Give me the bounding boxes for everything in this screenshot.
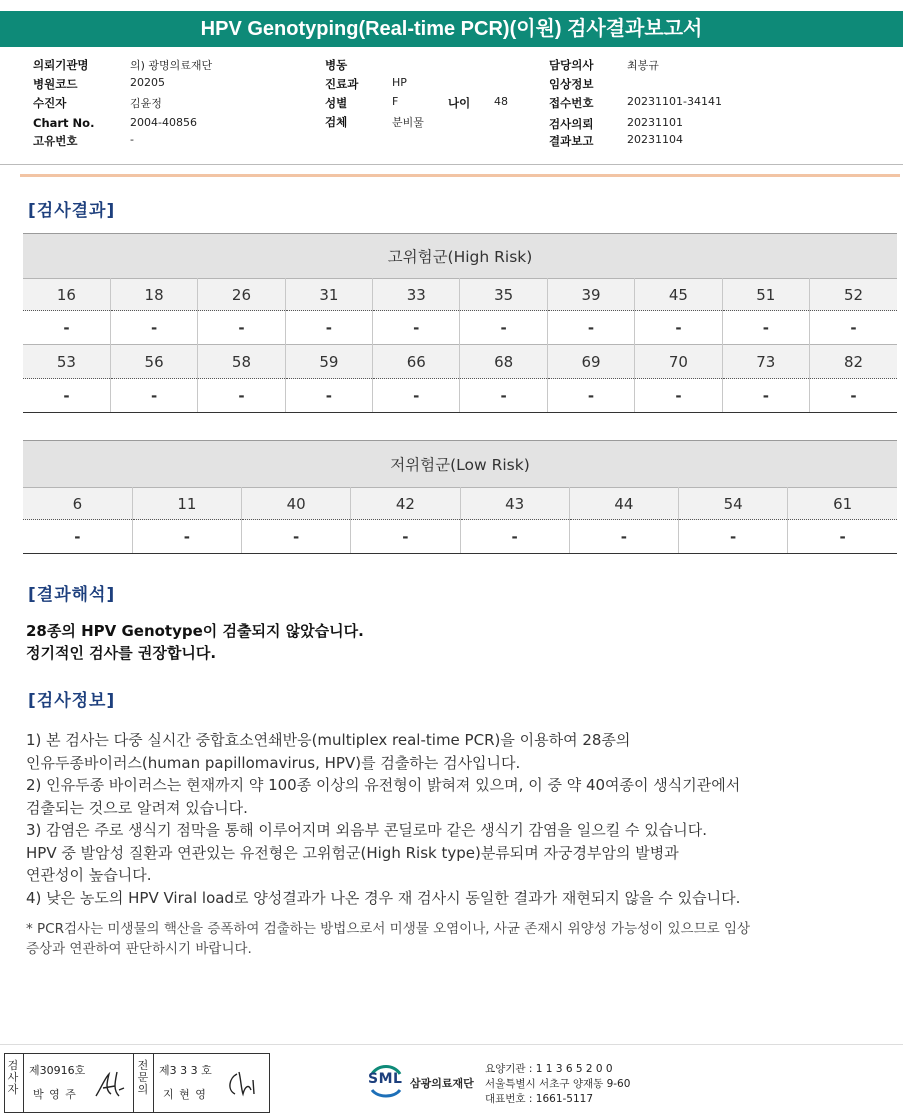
genotype-cell: 40 xyxy=(242,488,351,520)
genotype-cell: 58 xyxy=(198,345,285,379)
result-cell: - xyxy=(198,311,285,345)
info-value-patient: 김윤정 xyxy=(130,97,162,110)
result-cell: - xyxy=(460,379,547,413)
result-cell: - xyxy=(110,311,197,345)
genotype-cell: 26 xyxy=(198,279,285,311)
info-value-doctor: 최봉규 xyxy=(627,59,659,72)
footnote xyxy=(26,919,886,959)
divider xyxy=(133,1054,134,1112)
patient-info-panel xyxy=(0,47,903,165)
test-info-line: 인유두종바이러스(human papillomavirus, HPV)를 검출하는 검사입니다. xyxy=(26,753,521,772)
examiner-signature xyxy=(93,1068,127,1102)
info-value-request-date: 20231101 xyxy=(627,116,683,129)
info-label-clinical-info: 임상정보 xyxy=(549,77,594,91)
genotype-cell: 53 xyxy=(23,345,110,379)
report-title: HPV Genotyping(Real-time PCR)(이원) 검사결과보고서 xyxy=(0,11,903,47)
result-cell: - xyxy=(351,520,460,554)
info-label-age: 나이 xyxy=(448,96,471,110)
genotype-cell: 11 xyxy=(132,488,241,520)
org-address: 서울특별시 서초구 양재동 9-60 xyxy=(485,1078,631,1090)
test-info-line: 3) 감염은 주로 생식기 점막을 통해 이루어지며 외음부 콘딜로마 같은 생식기 감염을 일으킬 수 있습니다. xyxy=(26,821,708,839)
consultant-name: 지 현 영 xyxy=(163,1088,207,1101)
result-cell: - xyxy=(132,520,241,554)
result-cell: - xyxy=(198,379,285,413)
result-cell: - xyxy=(373,379,460,413)
footnote-line: 증상과 연관하여 판단하시기 바랍니다. xyxy=(26,941,252,957)
result-cell: - xyxy=(23,520,132,554)
high-risk-title: 고위험군(High Risk) xyxy=(23,234,897,279)
result-cell: - xyxy=(679,520,788,554)
genotype-cell: 16 xyxy=(23,279,110,311)
info-label-unique-no: 고유번호 xyxy=(33,134,78,148)
info-label-ward: 병동 xyxy=(325,58,348,72)
info-value-chart-no: 2004-40856 xyxy=(130,116,197,129)
info-label-sex: 성별 xyxy=(325,96,348,110)
consultant-label: 전문의 xyxy=(137,1059,149,1096)
result-cell: - xyxy=(722,311,809,345)
interpretation-section-title: [결과해석] xyxy=(28,585,116,605)
low-risk-title: 저위험군(Low Risk) xyxy=(23,441,897,488)
genotype-cell: 54 xyxy=(679,488,788,520)
test-info-list xyxy=(26,729,886,909)
results-section-title: [검사결과] xyxy=(28,201,116,221)
info-value-age: 48 xyxy=(494,95,508,108)
info-label-institution: 의뢰기관명 xyxy=(33,58,89,72)
result-cell: - xyxy=(460,520,569,554)
info-label-department: 진료과 xyxy=(325,77,359,91)
test-info-line: 검출되는 것으로 알려져 있습니다. xyxy=(26,798,248,817)
result-cell: - xyxy=(547,379,634,413)
result-cell: - xyxy=(110,379,197,413)
genotype-cell: 70 xyxy=(635,345,722,379)
test-info-line: HPV 중 발암성 질환과 연관있는 유전형은 고위험군(High Risk type)분류되며 자궁경부암의 발병과 xyxy=(26,843,679,862)
interpretation-text xyxy=(26,620,364,664)
signature-box xyxy=(4,1053,270,1113)
info-label-doctor: 담당의사 xyxy=(549,58,594,72)
low-risk-table xyxy=(23,440,897,554)
info-value-receipt-no: 20231101-34141 xyxy=(627,95,722,108)
interpretation-line: 정기적인 검사를 권장합니다. xyxy=(26,644,217,662)
genotype-cell: 31 xyxy=(285,279,372,311)
result-cell: - xyxy=(788,520,897,554)
result-cell: - xyxy=(810,379,897,413)
genotype-cell: 45 xyxy=(635,279,722,311)
examiner-name: 박 영 주 xyxy=(33,1088,77,1101)
result-cell: - xyxy=(635,311,722,345)
footnote-line: * PCR검사는 미생물의 핵산을 증폭하여 검출하는 방법으로서 미생물 오염이나, 사균 존재시 위양성 가능성이 있으므로 임상 xyxy=(26,921,751,937)
info-label-specimen: 검체 xyxy=(325,115,348,129)
high-risk-table xyxy=(23,233,897,413)
result-cell: - xyxy=(373,311,460,345)
divider xyxy=(153,1054,154,1112)
info-section-title: [검사정보] xyxy=(28,691,116,711)
genotype-cell: 44 xyxy=(569,488,678,520)
result-cell: - xyxy=(722,379,809,413)
info-label-chart-no: Chart No. xyxy=(33,116,95,130)
genotype-cell: 59 xyxy=(285,345,372,379)
genotype-cell: 82 xyxy=(810,345,897,379)
result-cell: - xyxy=(460,311,547,345)
info-value-report-date: 20231104 xyxy=(627,133,683,146)
genotype-cell: 73 xyxy=(722,345,809,379)
info-value-department: HP xyxy=(392,76,407,89)
genotype-cell: 66 xyxy=(373,345,460,379)
consultant-license: 제3 3 3 호 xyxy=(159,1064,212,1077)
info-value-unique-no: - xyxy=(130,133,134,146)
consultant-signature xyxy=(223,1068,259,1102)
logo-text: 삼광의료재단 xyxy=(410,1077,474,1090)
result-cell: - xyxy=(285,379,372,413)
info-value-institution: 의) 광명의료재단 xyxy=(130,59,213,72)
examiner-license: 제30916호 xyxy=(29,1064,86,1077)
result-cell: - xyxy=(635,379,722,413)
genotype-cell: 52 xyxy=(810,279,897,311)
result-cell: - xyxy=(810,311,897,345)
genotype-cell: 61 xyxy=(788,488,897,520)
genotype-cell: 33 xyxy=(373,279,460,311)
divider xyxy=(20,174,900,177)
info-value-specimen: 분비물 xyxy=(392,116,424,129)
org-phone: 대표번호 : 1661-5117 xyxy=(485,1093,594,1105)
genotype-cell: 43 xyxy=(460,488,569,520)
result-cell: - xyxy=(547,311,634,345)
org-code: 요양기관 : 1 1 3 6 5 2 0 0 xyxy=(485,1063,613,1075)
info-value-hospital-code: 20205 xyxy=(130,76,165,89)
genotype-cell: 39 xyxy=(547,279,634,311)
info-label-patient: 수진자 xyxy=(33,96,67,110)
info-label-report-date: 결과보고 xyxy=(549,134,594,148)
footer-divider xyxy=(0,1044,903,1045)
divider xyxy=(23,1054,24,1112)
logo-mark: SML xyxy=(368,1071,403,1087)
genotype-cell: 68 xyxy=(460,345,547,379)
genotype-cell: 6 xyxy=(23,488,132,520)
org-info xyxy=(485,1062,630,1107)
genotype-cell: 35 xyxy=(460,279,547,311)
examiner-label: 검사자 xyxy=(7,1059,19,1096)
test-info-line: 2) 인유두종 바이러스는 현재까지 약 100종 이상의 유전형이 밝혀져 있으며, 이 중 약 40여종이 생식기관에서 xyxy=(26,776,741,794)
genotype-cell: 69 xyxy=(547,345,634,379)
result-cell: - xyxy=(23,379,110,413)
result-cell: - xyxy=(569,520,678,554)
interpretation-line: 28종의 HPV Genotype이 검출되지 않았습니다. xyxy=(26,622,364,640)
genotype-cell: 51 xyxy=(722,279,809,311)
genotype-cell: 18 xyxy=(110,279,197,311)
result-cell: - xyxy=(242,520,351,554)
genotype-cell: 42 xyxy=(351,488,460,520)
info-label-hospital-code: 병원코드 xyxy=(33,77,78,91)
result-cell: - xyxy=(23,311,110,345)
info-label-receipt-no: 접수번호 xyxy=(549,96,594,110)
genotype-cell: 56 xyxy=(110,345,197,379)
test-info-line: 4) 낮은 농도의 HPV Viral load로 양성결과가 나온 경우 재 검사시 동일한 결과가 재현되지 않을 수 있습니다. xyxy=(26,888,741,907)
info-value-sex: F xyxy=(392,95,399,108)
test-info-line: 1) 본 검사는 다중 실시간 중합효소연쇄반응(multiplex real-time PCR)을 이용하여 28종의 xyxy=(26,731,631,749)
info-label-request-date: 검사의뢰 xyxy=(549,117,594,131)
test-info-line: 연관성이 높습니다. xyxy=(26,866,152,884)
result-cell: - xyxy=(285,311,372,345)
